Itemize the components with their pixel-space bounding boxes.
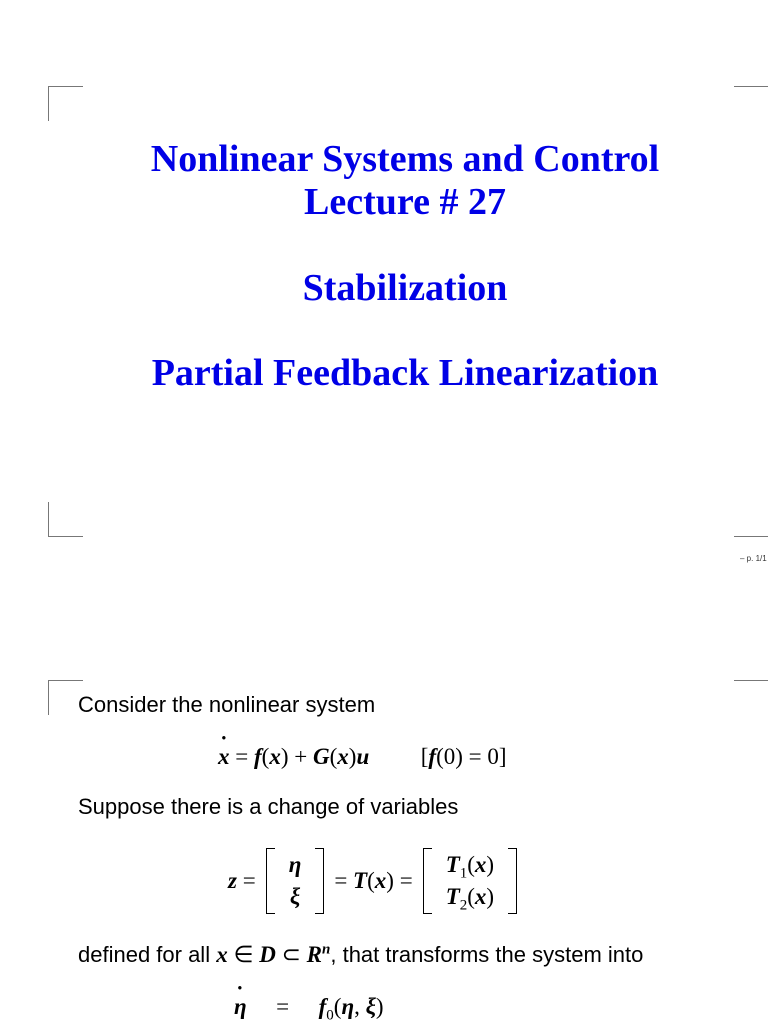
slide-title-line-2: Lecture # 27 [304, 181, 506, 223]
slide-subtitle-pfl: Partial Feedback Linearization [151, 352, 659, 394]
suppose-text: Suppose there is a change of variables [78, 794, 459, 819]
transformed-equation: η ˙ = $f_0(\eta$, ξ) [234, 994, 384, 1020]
crop-mark-bottom-right [734, 502, 768, 537]
intro-text: Consider the nonlinear system [78, 692, 376, 717]
slide-subtitle-stabilization: Stabilization [302, 267, 508, 309]
crop-mark-top-right [734, 86, 768, 121]
change-of-variables-equation: z = η ξ = T(x) = $T_1(x)$ $T_2(x)$ [228, 848, 517, 914]
defined-text: defined for all x ∈ D ⊂ $R^n$, that transforms the system into [78, 941, 644, 967]
crop-mark-bottom-left [48, 502, 83, 537]
crop-mark-top-left [48, 86, 83, 121]
slide-title-line-1: Nonlinear Systems and Control [150, 138, 660, 180]
page-number: – p. 1/1 [740, 554, 767, 563]
system-equation: x ˙ = f(x) + G(x)u [f(0) = 0] [218, 744, 507, 770]
crop-mark-top-right-2 [734, 680, 768, 715]
